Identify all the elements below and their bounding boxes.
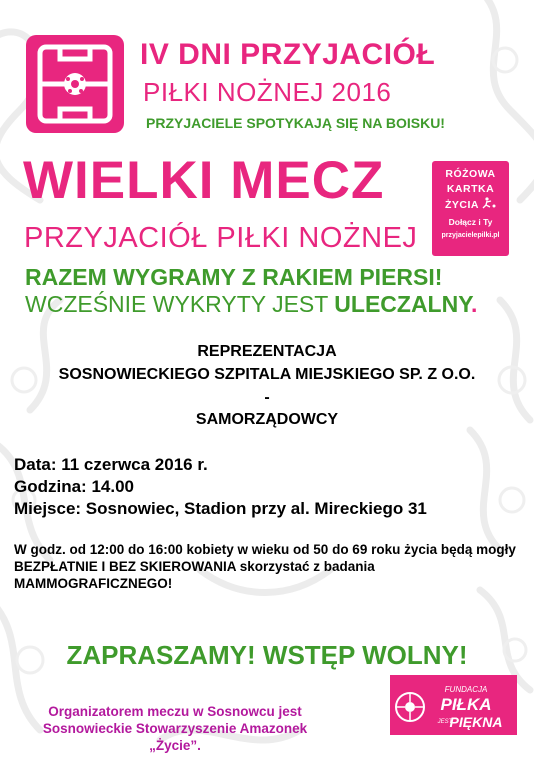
event-time: Godzina: 14.00	[14, 477, 134, 496]
organizer-note	[0, 703, 350, 754]
event-date: Data: 11 czerwca 2016 r.	[14, 455, 208, 474]
screening-info: W godz. od 12:00 do 16:00 kobiety w wieku od 50 do 69 roku życia będą mogły BEZPŁATNIE I BEZ SKIEROWANIA skorzystać z badania MAMMOGRAFICZNEGO!	[14, 542, 516, 591]
football-pitch-logo-icon	[26, 35, 124, 133]
badge-line3: ŻYCIA	[444, 199, 479, 211]
header-title: IV DNI PRZYJACIÓŁ	[140, 38, 436, 71]
header-tagline: PRZYJACIELE SPOTYKAJĄ SIĘ NA BOISKU!	[146, 115, 445, 131]
foundation-logo	[390, 675, 517, 735]
foundation-line1: FUNDACJA	[444, 685, 488, 694]
foundation-line3: JEST	[437, 719, 453, 725]
badge-line2: KARTKA	[446, 183, 495, 195]
organizer-line3: „Życie”.	[149, 738, 201, 753]
foundation-logo-icon	[390, 675, 517, 735]
teams-separator: -	[264, 389, 270, 406]
foundation-line2: PIŁKA	[440, 695, 492, 714]
pink-card-badge	[432, 161, 509, 256]
teams-line2: SOSNOWIECKIEGO SZPITALA MIEJSKIEGO SP. Z O.O.	[58, 366, 476, 383]
event-title: WIELKI MECZ	[23, 151, 385, 210]
badge-line3-row	[432, 197, 509, 213]
slogan-line2-end: .	[471, 291, 478, 317]
slogan-line2-start: WCZEŚNIE WYKRYTY JEST	[25, 291, 335, 317]
organizer-line2: Sosnowieckie Stowarzyszenie Amazonek	[42, 721, 308, 736]
event-subtitle: PRZYJACIÓŁ PIŁKI NOŻNEJ	[24, 222, 418, 254]
teams-line1: REPREZENTACJA	[197, 343, 337, 360]
event-place: Miejsce: Sosnowiec, Stadion przy al. Mireckiego 31	[14, 499, 427, 518]
organizer-line1: Organizatorem meczu w Sosnowcu jest	[48, 704, 302, 719]
badge-join: Dołącz i Ty	[448, 217, 493, 227]
foundation-line4: PIĘKNA	[449, 714, 503, 730]
slogan-line1: RAZEM WYGRAMY Z RAKIEM PIERSI!	[25, 264, 443, 290]
slogan-line2	[25, 291, 477, 318]
invite-text: ZAPRASZAMY! WSTĘP WOLNY!	[66, 640, 468, 670]
badge-site: przyjacielepilki.pl	[441, 232, 500, 239]
soccer-ball-icon	[64, 73, 86, 95]
kicking-player-icon	[482, 197, 496, 209]
pitch-logo	[26, 35, 124, 133]
slogan-line2-bold: ULECZALNY	[334, 291, 472, 317]
header-subtitle: PIŁKI NOŻNEJ 2016	[143, 77, 392, 107]
badge-line1: RÓŻOWA	[445, 168, 496, 180]
teams-line3: SAMORZĄDOWCY	[195, 411, 339, 428]
